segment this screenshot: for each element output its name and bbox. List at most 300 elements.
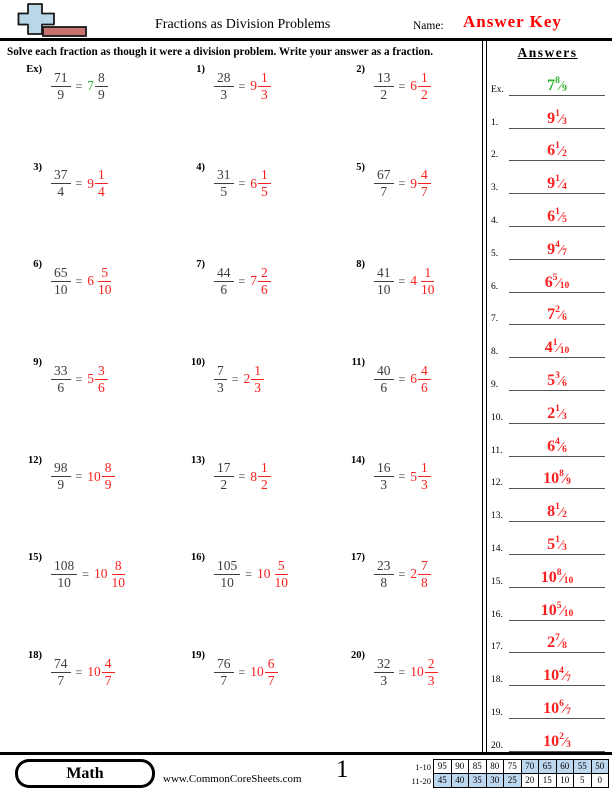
equals-sign: = — [238, 78, 246, 93]
score-row-label: 1-10 — [415, 761, 431, 772]
score-cell: 15 — [538, 773, 557, 788]
question-denominator: 10 — [57, 574, 71, 590]
problem — [323, 352, 482, 406]
answer-list-item — [491, 293, 605, 326]
equals-sign: = — [398, 176, 406, 191]
equals-sign: = — [75, 273, 83, 288]
score-cell: 30 — [486, 773, 505, 788]
mixed-numerator: 2 — [559, 731, 564, 742]
answer-fraction — [109, 558, 129, 591]
question-fraction — [374, 70, 394, 103]
question-fraction — [214, 460, 234, 493]
answer-value — [87, 656, 114, 689]
answer-item-number: 18. — [491, 675, 503, 686]
mixed-denominator: 2 — [562, 510, 567, 521]
problem-number-label: 20) — [351, 650, 365, 662]
mixed-whole: 9 — [547, 109, 556, 127]
question-fraction — [214, 265, 234, 298]
question-numerator: 16 — [374, 460, 394, 477]
answer-list-item — [491, 424, 605, 457]
answer-blank-line — [509, 699, 605, 719]
answer-blank-line — [509, 469, 605, 489]
answer-fraction — [418, 265, 438, 298]
score-row-1-10 — [403, 759, 609, 774]
question-denominator: 7 — [220, 672, 228, 688]
question-numerator: 41 — [374, 265, 394, 282]
question-denominator: 7 — [380, 184, 388, 200]
content-area — [0, 41, 612, 755]
answer-blank-line — [509, 174, 605, 194]
problem — [0, 547, 163, 601]
mixed-number-answer — [547, 306, 567, 323]
question-numerator: 65 — [51, 265, 71, 282]
question-numerator: 13 — [374, 70, 394, 87]
mixed-number-answer — [547, 503, 567, 520]
mixed-numerator: 1 — [555, 108, 560, 119]
equals-sign: = — [398, 273, 406, 288]
answer-item-number: 8. — [491, 347, 499, 358]
question-denominator: 3 — [380, 672, 388, 688]
mixed-whole: 5 — [547, 535, 556, 553]
answer-whole-number: 7 — [250, 273, 258, 289]
question-fraction — [51, 656, 71, 689]
answer-value — [410, 460, 431, 493]
answer-list-item — [491, 522, 605, 555]
equals-sign: = — [238, 273, 246, 288]
mixed-numerator: 1 — [555, 206, 560, 217]
answer-denominator: 7 — [104, 672, 112, 688]
mixed-whole: 9 — [547, 175, 556, 193]
mixed-denominator: 6 — [562, 313, 567, 324]
question-denominator: 7 — [57, 672, 65, 688]
answer-whole-number: 10 — [87, 468, 101, 484]
answer-numerator: 2 — [258, 265, 271, 282]
answer-blank-line — [509, 109, 605, 129]
score-cell: 70 — [521, 759, 540, 774]
answer-list-item — [491, 129, 605, 162]
mixed-whole: 2 — [547, 634, 556, 652]
mixed-numerator: 8 — [559, 469, 564, 480]
mixed-whole: 10 — [540, 601, 557, 619]
mixed-whole: 7 — [547, 76, 556, 94]
equals-sign: = — [398, 371, 406, 386]
problem-number-label: 16) — [191, 552, 205, 564]
problem — [163, 254, 323, 308]
answer-fraction — [265, 656, 278, 689]
equals-sign: = — [75, 664, 83, 679]
subject-badge — [15, 759, 155, 788]
question-denominator: 5 — [220, 184, 228, 200]
answer-value — [257, 558, 291, 591]
answer-numerator: 1 — [418, 460, 431, 477]
question-numerator: 40 — [374, 363, 394, 380]
mixed-whole: 2 — [547, 404, 556, 422]
answer-fraction — [418, 558, 431, 591]
equals-sign: = — [398, 78, 406, 93]
mixed-whole: 9 — [547, 240, 556, 258]
mixed-denominator: 3 — [566, 739, 571, 750]
mixed-whole: 4 — [544, 339, 553, 357]
mixed-number-answer — [543, 470, 571, 487]
mixed-denominator: 10 — [559, 346, 570, 357]
answer-list-item — [491, 457, 605, 490]
question-denominator: 4 — [57, 184, 65, 200]
mixed-denominator: 10 — [563, 575, 574, 586]
answer-value — [94, 558, 128, 591]
mixed-number-answer — [547, 110, 567, 127]
question-numerator: 74 — [51, 656, 71, 673]
answer-denominator: 10 — [421, 281, 435, 297]
problem-number-label: 10) — [191, 357, 205, 369]
question-denominator: 3 — [220, 86, 228, 102]
answer-item-number: 20. — [491, 740, 503, 751]
question-numerator: 23 — [374, 558, 394, 575]
problem-number-label: 15) — [28, 552, 42, 564]
question-numerator: 31 — [214, 167, 234, 184]
mixed-whole: 10 — [543, 699, 560, 717]
problem-number-label: 3) — [33, 161, 42, 173]
answer-value — [250, 265, 271, 298]
answer-whole-number: 10 — [94, 566, 108, 582]
question-numerator: 76 — [214, 656, 234, 673]
score-cell: 95 — [433, 759, 452, 774]
answer-item-number: 10. — [491, 412, 503, 423]
score-cell: 0 — [591, 773, 610, 788]
question-denominator: 3 — [380, 477, 388, 493]
answer-value — [87, 70, 108, 103]
answer-denominator: 6 — [261, 281, 268, 297]
answer-fraction — [102, 460, 115, 493]
mixed-whole: 10 — [543, 470, 560, 488]
equals-sign: = — [82, 566, 90, 581]
answers-title: Answers — [517, 45, 578, 60]
mixed-whole: 7 — [547, 306, 556, 324]
header — [0, 0, 612, 41]
question-fraction — [51, 363, 71, 396]
score-cell: 80 — [486, 759, 505, 774]
problem — [0, 645, 163, 699]
answer-whole-number: 6 — [410, 78, 418, 93]
problem — [323, 645, 482, 699]
question-denominator: 9 — [57, 86, 65, 102]
mixed-denominator: 9 — [566, 477, 571, 488]
score-cell: 35 — [468, 773, 487, 788]
answer-blank-line — [509, 240, 605, 260]
problem — [163, 59, 323, 113]
score-cell: 75 — [503, 759, 522, 774]
answer-denominator: 5 — [261, 184, 268, 200]
mixed-number-answer — [543, 700, 571, 717]
answer-blank-line — [509, 502, 605, 522]
answer-list-item — [491, 358, 605, 391]
mixed-whole: 10 — [543, 732, 560, 750]
question-denominator: 9 — [57, 477, 65, 493]
question-fraction — [214, 656, 234, 689]
answer-value — [244, 363, 265, 396]
problems-grid — [0, 59, 482, 743]
answer-whole-number: 5 — [410, 468, 418, 484]
score-cell: 55 — [573, 759, 592, 774]
answer-whole-number: 9 — [87, 175, 95, 191]
mixed-numerator: 4 — [559, 666, 564, 677]
answer-key-text: Answer Key — [463, 12, 562, 31]
mixed-number-answer — [547, 536, 567, 553]
answer-whole-number: 6 — [410, 371, 418, 387]
answer-whole-number: 7 — [87, 78, 95, 93]
question-denominator: 10 — [377, 281, 391, 297]
answer-fraction — [418, 460, 431, 493]
answer-whole-number: 6 — [87, 273, 95, 289]
answers-list — [483, 63, 612, 752]
answer-list-item — [491, 194, 605, 227]
answer-value — [87, 265, 114, 298]
mixed-denominator: 10 — [563, 608, 574, 619]
answer-fraction — [251, 363, 264, 396]
answer-whole-number: 2 — [243, 371, 251, 387]
mixed-numerator: 7 — [555, 633, 560, 644]
score-row-label: 11-20 — [411, 775, 431, 786]
mixed-whole: 6 — [547, 142, 556, 160]
question-fraction — [374, 363, 394, 396]
question-fraction — [51, 167, 71, 200]
problem-number-label: 13) — [191, 454, 205, 466]
question-numerator: 33 — [51, 363, 71, 380]
mixed-whole: 6 — [547, 207, 556, 225]
answer-item-number: 7. — [491, 314, 499, 325]
answer-list-item — [491, 96, 605, 129]
mixed-number-answer — [545, 339, 570, 356]
answer-item-number: 13. — [491, 511, 503, 522]
answer-numerator: 1 — [258, 460, 271, 477]
score-cell: 45 — [433, 773, 452, 788]
answer-item-number: 17. — [491, 642, 503, 653]
answer-fraction — [425, 656, 438, 689]
mixed-numerator: 2 — [555, 305, 560, 316]
mixed-number-answer — [547, 77, 567, 94]
question-numerator: 67 — [374, 167, 394, 184]
question-denominator: 10 — [220, 574, 234, 590]
mixed-numerator: 4 — [555, 436, 560, 447]
answer-blank-line — [509, 76, 605, 96]
answer-fraction — [95, 363, 108, 396]
question-numerator: 44 — [214, 265, 234, 282]
mixed-denominator: 9 — [562, 83, 567, 94]
answer-list-item — [491, 63, 605, 96]
answer-value — [250, 70, 271, 103]
mixed-number-answer — [547, 634, 567, 651]
answer-whole-number: 9 — [250, 78, 258, 93]
problem — [0, 450, 163, 504]
mixed-denominator: 8 — [562, 641, 567, 652]
answer-item-number: 4. — [491, 215, 499, 226]
question-numerator: 17 — [214, 460, 234, 477]
answer-item-number: 11. — [491, 445, 503, 456]
problem-number-label: 7) — [196, 259, 205, 271]
score-cell: 10 — [556, 773, 575, 788]
answer-fraction — [102, 656, 115, 689]
question-fraction — [214, 363, 227, 396]
mixed-number-answer — [547, 208, 567, 225]
answer-blank-line — [509, 666, 605, 686]
answer-value — [410, 167, 431, 200]
answer-numerator: 2 — [425, 656, 438, 673]
score-cell: 50 — [591, 759, 610, 774]
mixed-denominator: 3 — [562, 411, 567, 422]
answer-value — [87, 460, 114, 493]
answer-fraction — [95, 167, 108, 200]
answer-numerator: 5 — [98, 265, 111, 282]
problem — [323, 450, 482, 504]
mixed-denominator: 3 — [562, 542, 567, 553]
mixed-denominator: 7 — [566, 706, 571, 717]
answer-whole-number: 2 — [410, 566, 418, 582]
question-fraction — [51, 265, 71, 298]
answer-denominator: 8 — [421, 574, 428, 590]
problem — [323, 157, 482, 211]
question-fraction — [214, 167, 234, 200]
answer-item-number: 15. — [491, 576, 503, 587]
mixed-number-answer — [547, 175, 567, 192]
question-fraction — [51, 70, 71, 103]
answer-numerator: 1 — [418, 70, 431, 87]
question-denominator: 2 — [380, 86, 388, 102]
mixed-whole: 10 — [543, 667, 560, 685]
name-label: Name: — [413, 20, 444, 32]
answer-fraction — [418, 167, 431, 200]
mixed-numerator: 1 — [555, 534, 560, 545]
score-cell: 60 — [556, 759, 575, 774]
mixed-numerator: 1 — [555, 141, 560, 152]
mixed-denominator: 3 — [562, 116, 567, 127]
problem-number-label: 2) — [356, 64, 365, 75]
answer-item-number: 12. — [491, 478, 503, 489]
question-denominator: 8 — [380, 574, 388, 590]
answer-item-number: 3. — [491, 183, 499, 194]
answer-item-number: 6. — [491, 281, 499, 292]
answer-blank-line — [509, 601, 605, 621]
answer-value — [250, 460, 271, 493]
mixed-numerator: 1 — [555, 502, 560, 513]
mixed-number-answer — [547, 142, 567, 159]
answer-numerator: 4 — [418, 167, 431, 184]
answer-blank-line — [509, 207, 605, 227]
answer-denominator: 3 — [421, 477, 428, 493]
problem-number-label: 12) — [28, 454, 42, 466]
score-cell: 85 — [468, 759, 487, 774]
mixed-number-answer — [547, 438, 567, 455]
answer-numerator: 4 — [418, 363, 431, 380]
answer-value — [250, 167, 271, 200]
answer-whole-number: 8 — [250, 468, 258, 484]
problem-number-label: 6) — [33, 259, 42, 271]
question-fraction — [214, 70, 234, 103]
answer-value — [87, 167, 108, 200]
answer-denominator: 10 — [274, 574, 289, 590]
mixed-numerator: 8 — [556, 567, 562, 578]
mixed-whole: 6 — [547, 437, 556, 455]
answer-blank-line — [509, 338, 605, 358]
problem — [323, 59, 482, 113]
answer-value — [250, 656, 277, 689]
answer-numerator: 8 — [102, 460, 115, 477]
question-numerator: 7 — [214, 363, 227, 380]
mixed-whole: 5 — [547, 371, 556, 389]
question-numerator: 37 — [51, 167, 71, 184]
problem — [163, 645, 323, 699]
equals-sign: = — [398, 469, 406, 484]
question-fraction — [51, 558, 77, 591]
mixed-denominator: 4 — [562, 182, 567, 193]
score-row-11-20 — [403, 773, 609, 788]
answer-list-item — [491, 227, 605, 260]
mixed-numerator: 1 — [555, 403, 560, 414]
mixed-denominator: 7 — [562, 247, 567, 258]
instruction-text: Solve each fraction as though it were a division problem. Write your answer as a fraction. — [7, 46, 434, 58]
answer-value — [410, 558, 431, 591]
answer-blank-line — [509, 371, 605, 391]
answer-fraction — [95, 265, 115, 298]
answer-fraction — [258, 70, 271, 103]
problem-number-label: 5) — [356, 161, 365, 173]
answer-numerator: 1 — [258, 70, 271, 87]
question-fraction — [374, 558, 394, 591]
mixed-numerator: 5 — [552, 272, 558, 283]
problems-area — [0, 41, 482, 752]
answer-numerator: 8 — [112, 558, 125, 575]
equals-sign: = — [75, 78, 83, 93]
answer-fraction — [95, 70, 108, 103]
mixed-denominator: 6 — [562, 378, 567, 389]
answer-denominator: 9 — [104, 477, 112, 493]
answer-value — [410, 265, 437, 298]
equals-sign: = — [75, 371, 83, 386]
mixed-denominator: 10 — [559, 280, 570, 291]
answer-value — [410, 70, 431, 103]
answer-fraction — [258, 167, 271, 200]
answer-denominator: 3 — [427, 672, 435, 688]
mixed-numerator: 1 — [552, 338, 558, 349]
answer-numerator: 7 — [418, 558, 431, 575]
question-fraction — [214, 558, 240, 591]
answer-denominator: 7 — [421, 184, 428, 200]
answer-blank-line — [509, 437, 605, 457]
answer-blank-line — [509, 732, 605, 752]
answer-value — [410, 656, 437, 689]
answer-list-item — [491, 555, 605, 588]
answer-denominator: 6 — [98, 379, 105, 395]
answer-value — [87, 363, 108, 396]
question-numerator: 71 — [51, 70, 71, 87]
answer-denominator: 2 — [421, 86, 428, 102]
equals-sign: = — [398, 664, 406, 679]
question-fraction — [51, 460, 71, 493]
answer-list-item — [491, 621, 605, 654]
math-plus-logo-icon — [15, 1, 90, 38]
equals-sign: = — [238, 664, 246, 679]
answer-blank-line — [509, 141, 605, 161]
problem — [0, 254, 163, 308]
problem — [163, 547, 323, 601]
answer-list-item — [491, 686, 605, 719]
answer-denominator: 4 — [98, 184, 105, 200]
question-numerator: 98 — [51, 460, 71, 477]
answer-whole-number: 10 — [257, 566, 271, 582]
mixed-whole: 10 — [540, 568, 557, 586]
mixed-whole: 6 — [544, 273, 553, 291]
answer-list-item — [491, 719, 605, 752]
answer-denominator: 2 — [261, 477, 268, 493]
answer-numerator: 5 — [275, 558, 288, 575]
